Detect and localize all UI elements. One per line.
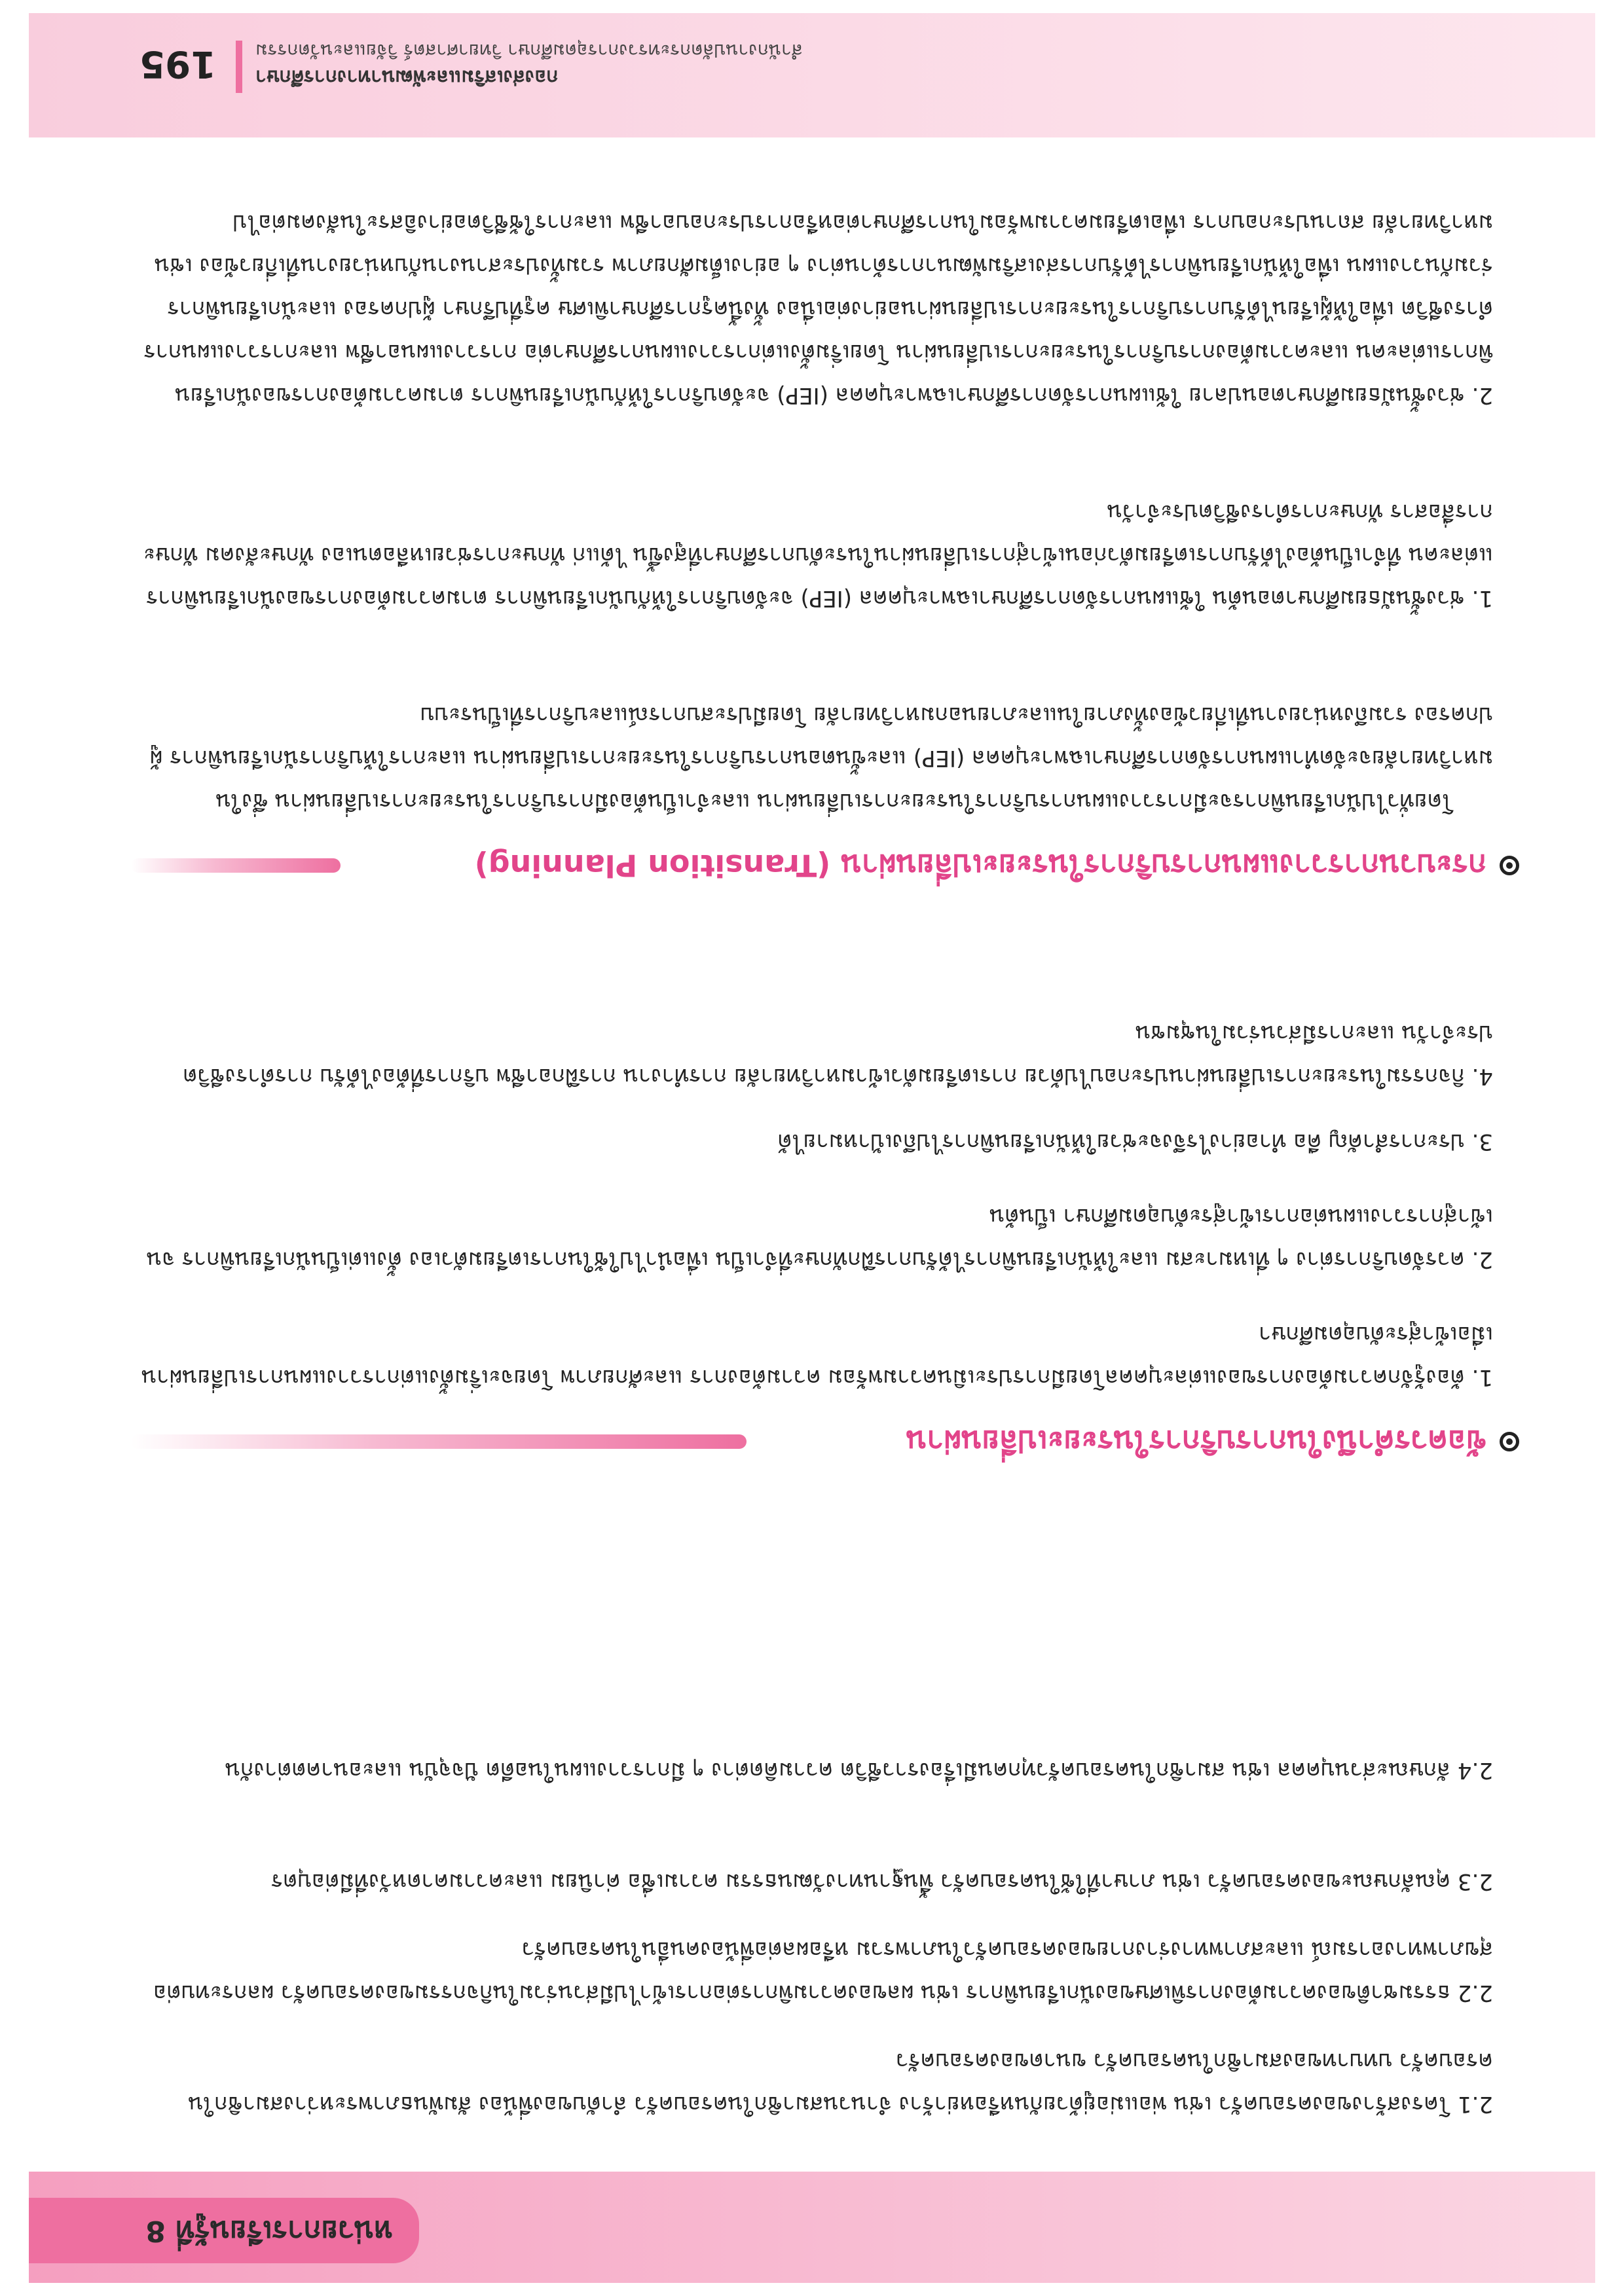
footer-department: กองส่งเสริมและพัฒนาทางการศึกษา <box>255 65 559 88</box>
section1-rule <box>131 1434 747 1449</box>
section1-item-2: 2. ควรจัดบริการต่าง ๆ ที่เหมาะสม และให้นักเรียนพิการได้รับการฝึกทักษะที่จำเป็น เพื่อนำไปใช้ในการเตรียมตัวเอง ตั้งแต่เป็นนักเรียนพิการ จนเข้าสู่การวางแผนต่อการเข้าสู่ระดับอุดมศึกษา เป็นต้น <box>146 1203 1493 1273</box>
item-2-3: 2.3 คุณลักษณะของครอบครัว เช่น ภาษาที่ใช้ในครอบครัว พื้นฐานทางวัฒนธรรม ความเชื่อ ค่านิยม และความคาดหวังที่มีต่อบุตร <box>270 1868 1493 1895</box>
section1-item-1: 1. ต้องรู้จักความต้องการของแต่ละบุคคลโดยมีการประเมินความพร้อม ความต้องการ และศักยภาพ โดยจะเริ่มตั้งแต่การวางแผนการเปลี่ยนผ่านเมื่อเข้าสู่ระดับอุดมศึกษา <box>141 1321 1493 1391</box>
section-bullet-icon <box>1500 1432 1519 1451</box>
item-2-4: 2.4 ลักษณะส่วนบุคคล เช่น สมาชิกในครอบครัวทุกคนมีเรื่องราวชีวิต ความคิดต่าง ๆ มีการวางแผนในอดีต ปัจจุบัน และอนาคตต่างกัน <box>225 1757 1493 1783</box>
section2-title: กระบวนการวางแผนการบริการในระยะเปลี่ยนผ่าน (Transition Planning) <box>474 848 1486 883</box>
section-bullet-icon <box>1500 856 1519 875</box>
section1-item-4: 4. กิจกรรมในระยะการเปลี่ยนผ่านประกอบไปด้วย การเตรียมตัวเข้ามหาวิทยาลัย การทำงาน การฝึกอาชีพ บริการที่ต้องได้รับ การดำรงชีวิตประจำวัน และการมีส่วนร่วมในชุมชน <box>183 1020 1493 1089</box>
item-2-2: 2.2 ธรรมชาติของความต้องการพิเศษของนักเรียนพิการ เช่น ผลของความพิการต่อการเข้าไปมีส่วนร่วมในกิจกรรมของครอบครัว ผลกระทบต่อสุขภาพทางอารมณ์ และสภาพทางร่างกายของครอบครัวในภาพรวม หรือผลต่อพี่น้องคนอื่นในครอบครัว <box>153 1937 1493 2006</box>
section2-rule <box>131 858 341 873</box>
section2-item-2: 2. ช่วงชั้นมัธยมศึกษาตอนปลาย ใช้แผนการจัดการศึกษาเฉพาะบุคคล (IEP) จะจัดบริการให้กับนักเรียนพิการ ตามความต้องการของนักเรียนพิการแต่ละคน และความต้องการบริการในระยะการเปลี่ยนผ่าน โดยเริ่มตั้งแต่การวางแผนการศึกษาต่อ การวางแผนอาชีพ และการวางแผนการดำรงชีวิต เพื่อให้ผู้เรียนได้รับการบริการในระยะการเปลี่ยนผ่านอย่างต่อเนื่อง ทั้งนี้ครูการศึกษาพิเศษ ครูที่ปรึกษา ผู้ปกครอง และนักเรียนพิการร่วมกันวางแผน เพื่อให้นักเรียนพิการได้รับการส่งเสริมพัฒนาการด้านต่าง ๆ อย่างเต็มศักยภาพ รวมทั้งประสานงานกับหน่วยงานที่เกี่ยวข้อง เช่น มหาวิทยาลัย สถานประกอบการ เพื่อเตรียมความพร้อมในการศึกษาต่อหรือการประกอบอาชีพ และการใช้ชีวิตอย่างอิสระในสังคมต่อไป <box>143 210 1493 409</box>
section1-item-3: 3. ประการสำคัญ คือ ทำอย่างไรจึงจะช่วยให้นักเรียนพิการไปถึงเป้าหมายได้ <box>777 1129 1493 1155</box>
section2-item-1: 1. ช่วงชั้นมัธยมศึกษาตอนต้น ใช้แผนการจัดการศึกษาเฉพาะบุคคล (IEP) จะจัดบริการให้กับนักเรียนพิการ ตามความต้องการของนักเรียนพิการแต่ละคน ที่จำเป็นต้องได้รับการเตรียมตัวก่อนเข้าสู่การเปลี่ยนผ่านในระดับการศึกษาที่สูงขึ้น ได้แก่ ทักษะการช่วยเหลือตนเอง ทักษะสังคม ทักษะการสื่อสาร ทักษะการดำรงชีวิตประจำวัน <box>143 499 1493 611</box>
section1-title: ข้อควรคำนึงในการบริการในระยะเปลี่ยนผ่าน <box>906 1424 1486 1459</box>
item-2-1: 2.1 โครงสร้างของครอบครัว เช่น พ่อแม่อยู่ด้วยกันหรือหย่าร้าง จำนวนสมาชิกในครอบครัว ลำดับของพี่น้อง สัมพันธภาพระหว่างสมาชิกในครอบครัว บทบาทของสมาชิกในครอบครัว ขนาดของครอบครัว <box>188 2048 1493 2117</box>
section2-intro: โดยทั่วไปนักเรียนพิการจะมีการวางแผนการบริการในระยะการเปลี่ยนผ่าน และจำเป็นต้องมีการบริการในระยะการเปลี่ยนผ่าน ซึ่งในมหาวิทยาลัยจะจัดทำแผนการจัดการศึกษาเฉพาะบุคคล (IEP) และขั้นตอนการบริการในระยะการเปลี่ยนผ่าน และการให้บริการนักเรียนพิการ ผู้ปกครอง รวมถึงหน่วยงานที่เกี่ยวข้องทั้งภายในและภายนอกมหาวิทยาลัย โดยมีประสบการณ์และบริการที่เป็นระบบ <box>149 702 1493 814</box>
footer-office: สำนักงานปลัดกระทรวงการอุดมศึกษา วิทยาศาสตร์ วิจัยและนวัตกรรม <box>255 40 803 62</box>
page-number: 195 <box>139 43 216 85</box>
chapter-title: หน่วยการเรียนรู้ที่ 8 <box>145 2214 393 2248</box>
